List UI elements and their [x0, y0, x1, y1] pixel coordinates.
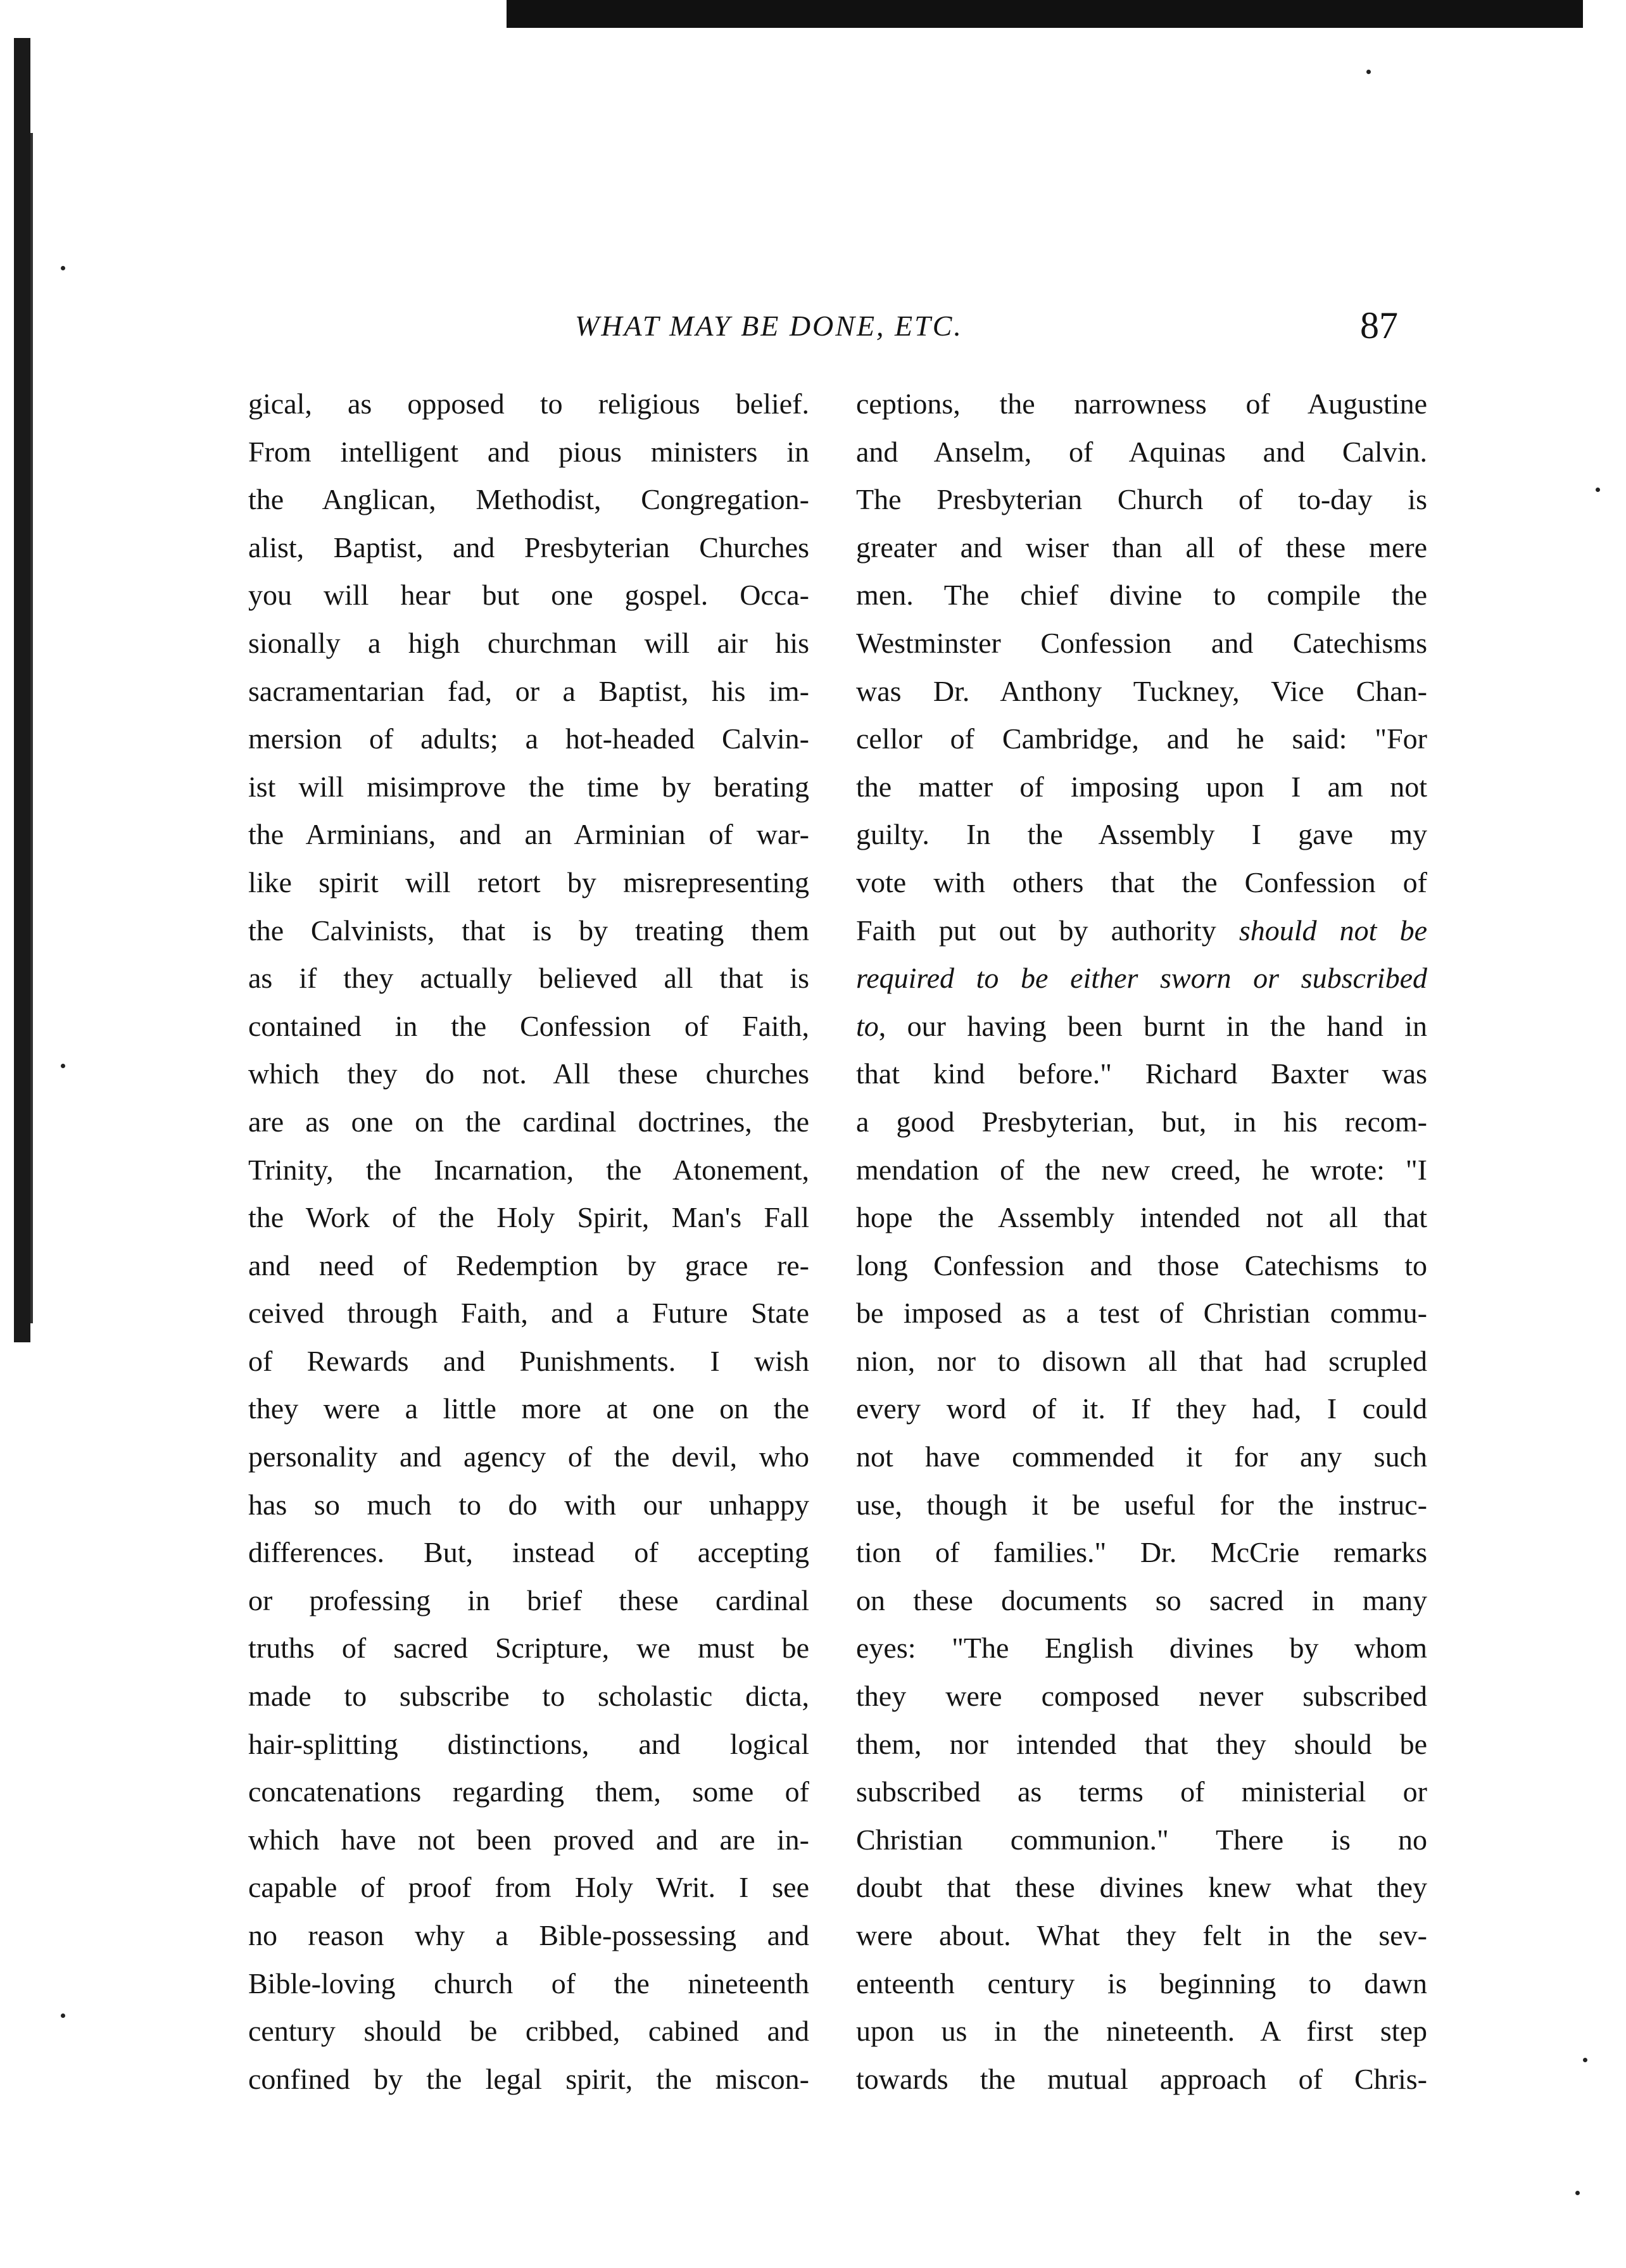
- text-line: ceptions, the narrowness of Augustine: [856, 387, 1427, 420]
- text-line: [856, 907, 1427, 955]
- text-line: [856, 1002, 1427, 1050]
- text-line: hair-splitting distinctions, and logical: [248, 1727, 809, 1760]
- text-line: which have not been proved and are in-: [248, 1823, 809, 1856]
- scan-speck: [61, 2013, 65, 2018]
- italic-phrase: to: [856, 1009, 879, 1042]
- text-line: enteenth century is beginning to dawn: [856, 1967, 1427, 2000]
- text-line: gical, as opposed to religious belief.: [248, 387, 809, 420]
- scan-speck: [1366, 70, 1371, 74]
- text-line: eyes: "The English divines by whom: [856, 1632, 1427, 1665]
- text-line: Trinity, the Incarnation, the Atonement,: [248, 1153, 809, 1186]
- text-line: Christian communion." There is no: [856, 1823, 1427, 1856]
- text-line: that kind before." Richard Baxter was: [856, 1057, 1427, 1090]
- text-line: made to subscribe to scholastic dicta,: [248, 1680, 809, 1713]
- text-line: sionally a high churchman will air his: [248, 626, 809, 659]
- scan-speck: [1583, 2058, 1587, 2062]
- text-line: contained in the Confession of Faith,: [248, 1009, 809, 1042]
- italic-phrase: should not be: [1238, 914, 1427, 947]
- text-line: no reason why a Bible-possessing and: [248, 1919, 809, 1951]
- text-line: truths of sacred Scripture, we must be: [248, 1632, 809, 1665]
- page-header: [0, 303, 1626, 353]
- text-line: the Anglican, Methodist, Congregation-: [248, 483, 809, 516]
- text-line: the Work of the Holy Spirit, Man's Fall: [248, 1201, 809, 1234]
- text-line: nion, nor to disown all that had scrupled: [856, 1344, 1427, 1377]
- text-line: tion of families." Dr. McCrie remarks: [856, 1536, 1427, 1569]
- text-line: towards the mutual approach of Chris-: [856, 2062, 1427, 2095]
- text-segment: Faith put out by authority: [856, 914, 1239, 947]
- text-line: they were a little more at one on the: [248, 1392, 809, 1425]
- text-line: men. The chief divine to compile the: [856, 579, 1427, 612]
- text-line: The Presbyterian Church of to-day is: [856, 483, 1427, 516]
- text-line: cellor of Cambridge, and he said: "For: [856, 722, 1427, 755]
- text-line: alist, Baptist, and Presbyterian Churches: [248, 531, 809, 564]
- text-line: sacramentarian fad, or a Baptist, his im-: [248, 674, 809, 707]
- top-border-rule: [507, 0, 1583, 28]
- text-line: long Confession and those Catechisms to: [856, 1249, 1427, 1282]
- text-line: ist will misimprove the time by berating: [248, 770, 809, 803]
- left-text-column: [248, 380, 809, 2103]
- scan-speck: [1596, 488, 1600, 492]
- right-text-column: [856, 380, 1427, 2103]
- text-line: are as one on the cardinal doctrines, the: [248, 1105, 809, 1138]
- text-line: vote with others that the Confession of: [856, 866, 1427, 898]
- text-line: they were composed never subscribed: [856, 1680, 1427, 1713]
- text-line: subscribed as terms of ministerial or: [856, 1775, 1427, 1808]
- text-line: them, nor intended that they should be: [856, 1727, 1427, 1760]
- text-line: personality and agency of the devil, who: [248, 1440, 809, 1473]
- text-line: upon us in the nineteenth. A first step: [856, 2015, 1427, 2048]
- text-line: every word of it. If they had, I could: [856, 1392, 1427, 1425]
- text-line: was Dr. Anthony Tuckney, Vice Chan-: [856, 674, 1427, 707]
- text-line: not have commended it for any such: [856, 1440, 1427, 1473]
- text-line: confined by the legal spirit, the miscon-: [248, 2062, 809, 2095]
- text-line: which they do not. All these churches: [248, 1057, 809, 1090]
- text-line: capable of proof from Holy Writ. I see: [248, 1871, 809, 1904]
- text-line: a good Presbyterian, but, in his recom-: [856, 1105, 1427, 1138]
- text-line: the Arminians, and an Arminian of war-: [248, 818, 809, 851]
- text-line: mersion of adults; a hot-headed Calvin-: [248, 722, 809, 755]
- text-line: use, though it be useful for the instruc-: [856, 1488, 1427, 1521]
- text-line: the Calvinists, that is by treating them: [248, 914, 809, 947]
- scan-speck: [61, 266, 65, 270]
- italic-phrase: required to be either sworn or subscribed: [856, 962, 1427, 995]
- text-line: as if they actually believed all that is: [248, 962, 809, 995]
- text-line: you will hear but one gospel. Occa-: [248, 579, 809, 612]
- left-page-edge: [14, 38, 30, 1342]
- text-line: mendation of the new creed, he wrote: "I: [856, 1153, 1427, 1186]
- text-line: [856, 954, 1427, 1002]
- text-segment: , our having been burnt in the hand in: [878, 1009, 1427, 1042]
- text-line: century should be cribbed, cabined and: [248, 2015, 809, 2048]
- scan-speck: [61, 1064, 65, 1068]
- text-line: concatenations regarding them, some of: [248, 1775, 809, 1808]
- text-line: Bible-loving church of the nineteenth: [248, 1967, 809, 2000]
- text-line: or professing in brief these cardinal: [248, 1584, 809, 1616]
- text-line: greater and wiser than all of these mere: [856, 531, 1427, 564]
- text-line: be imposed as a test of Christian commu-: [856, 1297, 1427, 1330]
- text-line: guilty. In the Assembly I gave my: [856, 818, 1427, 851]
- text-line: on these documents so sacred in many: [856, 1584, 1427, 1616]
- text-line: like spirit will retort by misrepresenting: [248, 866, 809, 898]
- text-line: the matter of imposing upon I am not: [856, 770, 1427, 803]
- text-line: From intelligent and pious ministers in: [248, 435, 809, 468]
- text-line: ceived through Faith, and a Future State: [248, 1297, 809, 1330]
- text-line: were about. What they felt in the sev-: [856, 1919, 1427, 1951]
- text-line: doubt that these divines knew what they: [856, 1871, 1427, 1904]
- page-number: 87: [1360, 305, 1398, 346]
- text-line: has so much to do with our unhappy: [248, 1488, 809, 1521]
- text-line: and Anselm, of Aquinas and Calvin.: [856, 435, 1427, 468]
- text-line: differences. But, instead of accepting: [248, 1536, 809, 1569]
- text-line: and need of Redemption by grace re-: [248, 1249, 809, 1282]
- running-head: WHAT MAY BE DONE, ETC.: [575, 310, 963, 342]
- text-line: of Rewards and Punishments. I wish: [248, 1344, 809, 1377]
- text-line: Westminster Confession and Catechisms: [856, 626, 1427, 659]
- text-line: hope the Assembly intended not all that: [856, 1201, 1427, 1234]
- scan-speck: [1575, 2191, 1580, 2195]
